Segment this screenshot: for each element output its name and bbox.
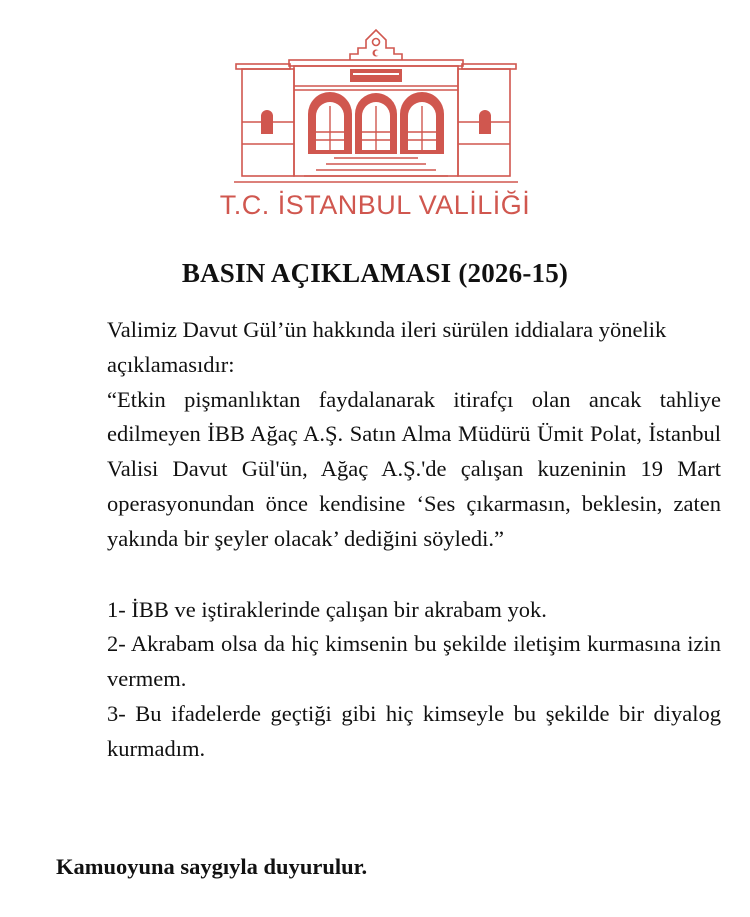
istanbul-governorship-building-icon (234, 22, 518, 192)
list-item: 1- İBB ve iştiraklerinde çalışan bir akrabam yok. (107, 596, 547, 622)
document-body (107, 313, 721, 767)
quoted-allegation: “Etkin pişmanlıktan faydalanarak itirafçı olan ancak tahliye edilmeyen İBB Ağaç A.Ş. Satın Alma Müdürü Ümit Polat, İstanbul Valisi Davut Gül'ün, Ağaç A.Ş.'de çalışan kuzeninin 19 Mart operasyonundan önce kendisine ‘Ses çıkarmasın, beklesin, zaten yakında bir şeyler olacak’ dediğini söyledi.” (107, 386, 721, 551)
list-item: 3- Bu ifadelerde geçtiği gibi hiç kimseyle bu şekilde bir diyalog kurmadım. (107, 700, 721, 761)
list-item: 2- Akrabam olsa da hiç kimsenin bu şekilde iletişim kurmasına izin vermem. (107, 631, 721, 692)
logo-caption: T.C. İSTANBUL VALİLİĞİ (219, 190, 531, 220)
intro-paragraph: Valimiz Davut Gül’ün hakkında ileri sürülen iddialara yönelik açıklamasıdır: (107, 317, 667, 377)
document-title: BASIN AÇIKLAMASI (2026-15) (181, 258, 569, 288)
closing-statement: Kamuoyuna saygıyla duyurulur. (56, 854, 368, 879)
